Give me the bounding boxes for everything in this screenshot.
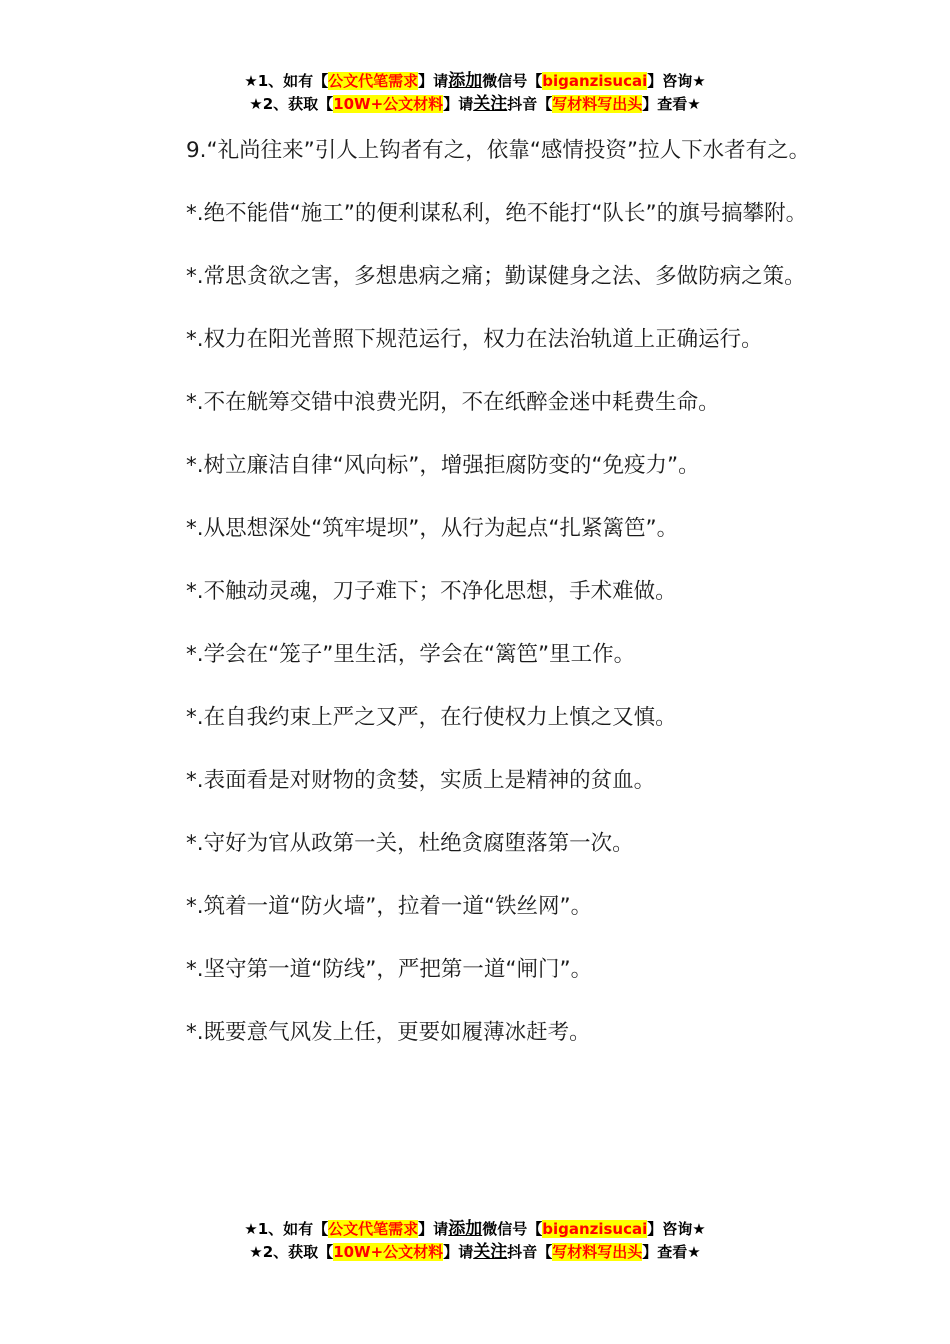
- paragraph: *.从思想深处“筑牢堤坝”，从行为起点“扎紧篱笆”。: [186, 516, 679, 541]
- header-add-emphasis: 添加: [448, 71, 483, 91]
- header-line-1: [0, 70, 950, 93]
- paragraph: *.学会在“笼子”里生活，学会在“篱笆”里工作。: [186, 642, 636, 667]
- footer-line-1-mid2: 微信号【: [482, 1220, 543, 1238]
- paragraph: *.绝不能借“施工”的便利谋私利，绝不能打“队长”的旗号搞攀附。: [186, 201, 808, 226]
- footer-douyin-id[interactable]: 写材料写出头: [552, 1243, 643, 1261]
- footer-line-1-end: 】咨询★: [647, 1220, 706, 1238]
- footer-line-2-prefix: ★2、获取【: [249, 1243, 334, 1261]
- footer-wechat-id[interactable]: biganzisucai: [542, 1220, 648, 1238]
- document-body: [143, 126, 823, 1071]
- footer-line-2-mid2: 抖音【: [507, 1243, 553, 1261]
- footer-follow-emphasis: 关注: [473, 1242, 508, 1262]
- header-wechat-id[interactable]: biganzisucai: [542, 72, 648, 90]
- header-materials-highlight: 10W+公文材料: [333, 95, 444, 113]
- header-line-1-end: 】咨询★: [647, 72, 706, 90]
- footer-line-2-end: 】查看★: [642, 1243, 701, 1261]
- paragraph: *.常思贪欲之害，多想患病之痛；勤谋健身之法、多做防病之策。: [186, 264, 806, 289]
- paragraph: *.不在觥筹交错中浪费光阴，不在纸醉金迷中耗费生命。: [186, 390, 720, 415]
- footer-line-2: [0, 1241, 950, 1264]
- footer-add-emphasis: 添加: [448, 1219, 483, 1239]
- paragraph: *.权力在阳光普照下规范运行，权力在法治轨道上正确运行。: [186, 327, 763, 352]
- paragraph: *.守好为官从政第一关，杜绝贪腐堕落第一次。: [186, 831, 634, 856]
- header-follow-emphasis: 关注: [473, 94, 508, 114]
- header-line-2-mid: 】请: [443, 95, 474, 113]
- footer-line-1: [0, 1218, 950, 1241]
- footer-service-highlight: 公文代笔需求: [328, 1220, 419, 1238]
- header-line-2-prefix: ★2、获取【: [249, 95, 334, 113]
- header-douyin-id[interactable]: 写材料写出头: [552, 95, 643, 113]
- footer-banner: [0, 1218, 950, 1264]
- header-line-1-mid: 】请: [418, 72, 449, 90]
- paragraph-9: 9.“礼尚往来”引人上钩者有之，依靠“感情投资”拉人下水者有之。: [186, 138, 811, 163]
- header-service-highlight: 公文代笔需求: [328, 72, 419, 90]
- header-banner: [0, 70, 950, 116]
- footer-line-1-prefix: ★1、如有【: [244, 1220, 329, 1238]
- header-line-2-mid2: 抖音【: [507, 95, 553, 113]
- footer-line-2-mid: 】请: [443, 1243, 474, 1261]
- header-line-2: [0, 93, 950, 116]
- paragraph: *.既要意气风发上任，更要如履薄冰赶考。: [186, 1020, 591, 1045]
- footer-line-1-mid: 】请: [418, 1220, 449, 1238]
- footer-materials-highlight: 10W+公文材料: [333, 1243, 444, 1261]
- header-line-1-prefix: ★1、如有【: [244, 72, 329, 90]
- header-line-2-end: 】查看★: [642, 95, 701, 113]
- paragraph: *.坚守第一道“防线”，严把第一道“闸门”。: [186, 957, 593, 982]
- header-line-1-mid2: 微信号【: [482, 72, 543, 90]
- paragraph: *.表面看是对财物的贪婪，实质上是精神的贫血。: [186, 768, 656, 793]
- paragraph: *.不触动灵魂，刀子难下；不净化思想，手术难做。: [186, 579, 677, 604]
- paragraph: *.树立廉洁自律“风向标”，增强拒腐防变的“免疫力”。: [186, 453, 700, 478]
- paragraph: *.筑着一道“防火墙”，拉着一道“铁丝网”。: [186, 894, 593, 919]
- paragraph: *.在自我约束上严之又严，在行使权力上慎之又慎。: [186, 705, 677, 730]
